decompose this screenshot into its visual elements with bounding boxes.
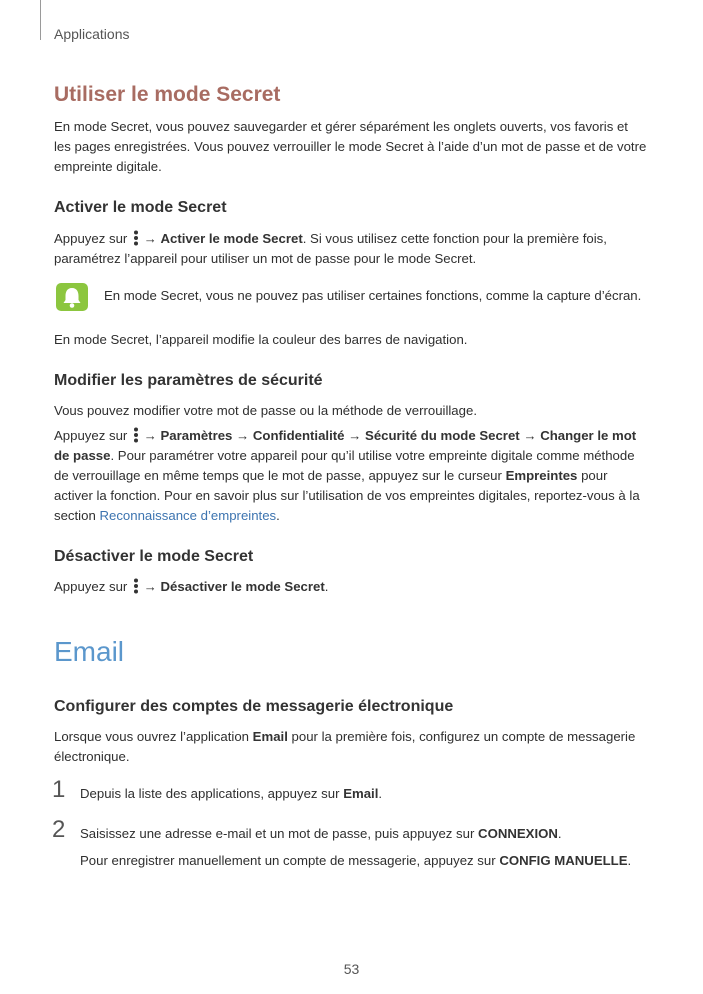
step-number: 2 xyxy=(52,816,66,843)
email-intro: Lorsque vous ouvrez l’application Email pour la première fois, configurez un compte de messagerie électronique. xyxy=(54,729,636,764)
page-number: 53 xyxy=(343,961,360,977)
manual-config-text: Pour enregistrer manuellement un compte de messagerie, appuyez sur CONFIG MANUELLE. xyxy=(80,853,632,868)
security-intro: Vous pouvez modifier votre mot de passe ou la méthode de verrouillage. xyxy=(54,403,477,418)
secret-intro: En mode Secret, vous pouvez sauvegarder et gérer séparément les onglets ouverts, vos favoris et les pages enregistrées. Vous pouvez verrouiller le mode Secret à l’aide d’un mot de passe et de votre empreinte digitale. xyxy=(54,119,647,174)
security-steps: Appuyez sur → Paramètres → Confidentialité → Sécurité du mode Secret → Changer le mot de passe. Pour paramétrer votre appareil pour qu’il utilise votre empreinte digitale comme méthode de verrouillage en même temps que le mot de passe, appuyez sur le curseur Empreintes pour activer la fonction. Pour en savoir plus sur l’utilisation de vos empreintes digitales, reportez-vous à la section Reconnaissance d’empreintes. xyxy=(54,428,640,523)
section-title-secret: Utiliser le mode Secret xyxy=(54,83,281,106)
more-options-icon xyxy=(133,427,139,443)
bell-note-icon xyxy=(56,283,88,311)
running-head: Applications xyxy=(54,26,130,42)
heading-config: Configurer des comptes de messagerie électronique xyxy=(54,698,454,715)
more-options-icon xyxy=(133,230,139,246)
chapter-title-email: Email xyxy=(54,636,125,667)
nav-colour-text: En mode Secret, l’appareil modifie la couleur des barres de navigation. xyxy=(54,332,468,347)
note-text: En mode Secret, vous ne pouvez pas utiliser certaines fonctions, comme la capture d’écran. xyxy=(104,288,642,303)
deactivate-text: Appuyez sur → Désactiver le mode Secret. xyxy=(54,579,329,594)
margin-rule xyxy=(40,0,41,40)
activate-text: Appuyez sur → Activer le mode Secret. Si vous utilisez cette fonction pour la première fois, paramétrez l’appareil pour utiliser un mot de passe pour le mode Secret. xyxy=(54,231,607,266)
step-text: Saisissez une adresse e-mail et un mot de passe, puis appuyez sur CONNEXION. xyxy=(80,826,562,841)
fingerprint-link[interactable]: Reconnaissance d’empreintes xyxy=(99,508,277,523)
activate-command: Activer le mode Secret xyxy=(160,231,303,246)
step-number: 1 xyxy=(52,776,66,803)
step-text: Depuis la liste des applications, appuyez sur Email. xyxy=(80,786,383,801)
heading-deactivate: Désactiver le mode Secret xyxy=(54,548,254,565)
heading-security: Modifier les paramètres de sécurité xyxy=(54,372,323,389)
more-options-icon xyxy=(133,578,139,594)
heading-activate: Activer le mode Secret xyxy=(54,199,227,216)
